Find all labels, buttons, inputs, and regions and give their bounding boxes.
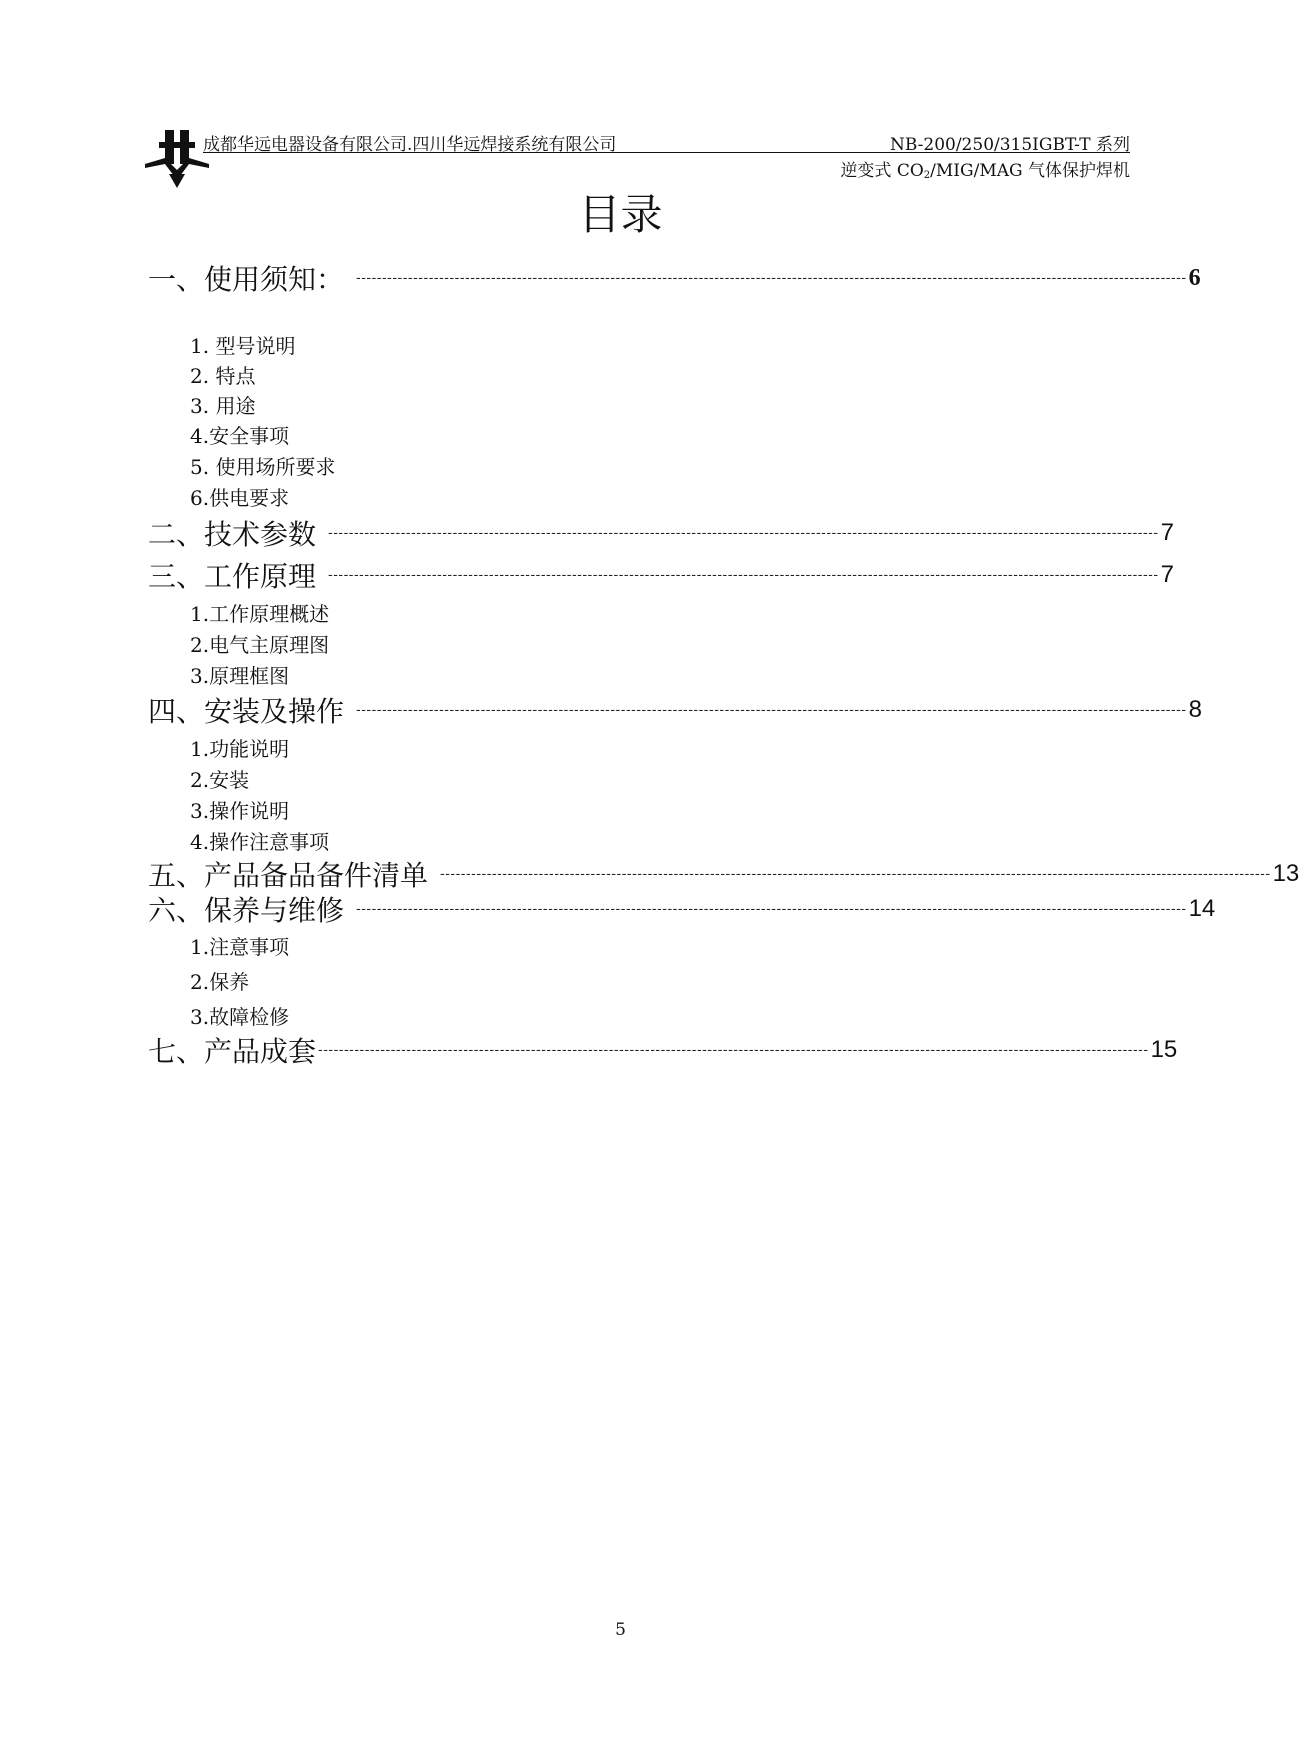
toc-subitem[interactable]: 2.保养 [190, 970, 250, 994]
dot-leader: ---------------------------------------------------------------------------------------------------------------------------------------------------------------- [440, 866, 1271, 882]
page-number: 5 [615, 1620, 626, 1640]
toc-entry-2[interactable] [148, 513, 1174, 553]
toc-entry-label: 二、技术参数 [148, 518, 317, 551]
toc-entry-label: 四、安装及操作 [148, 695, 345, 728]
toc-entry-page: 14 [1188, 895, 1216, 922]
toc-subitem[interactable]: 2.安装 [190, 768, 250, 792]
dot-leader: ---------------------------------------------------------------------------------------------------------------------------------------------------------------- [356, 702, 1187, 718]
dot-leader: ---------------------------------------------------------------------------------------------------------------------------------------------------------------- [356, 270, 1187, 286]
dot-leader: ---------------------------------------------------------------------------------------------------------------------------------------------------------------- [328, 567, 1159, 583]
toc-entry-4[interactable] [148, 690, 1202, 730]
dot-leader: ---------------------------------------------------------------------------------------------------------------------------------------------------------------- [328, 525, 1159, 541]
toc-subitem[interactable]: 3.操作说明 [190, 799, 290, 823]
product-series: NB-200/250/315IGBT-T 系列 [889, 135, 1130, 155]
toc-entry-label: 六、保养与维修 [148, 894, 345, 927]
toc-entry-1[interactable] [148, 258, 1201, 298]
toc-subitem[interactable]: 2.电气主原理图 [190, 633, 330, 657]
toc-subitem[interactable]: 4.操作注意事项 [190, 830, 330, 854]
toc-entry-7[interactable] [148, 1030, 1178, 1070]
toc-subitem[interactable]: 1.注意事项 [190, 935, 290, 959]
toc-entry-page: 8 [1188, 696, 1202, 723]
toc-entry-label: 七、产品成套 [148, 1035, 317, 1068]
company-name: 成都华远电器设备有限公司.四川华远焊接系统有限公司 [203, 135, 617, 155]
toc-subitem[interactable]: 3.故障检修 [190, 1005, 290, 1029]
toc-subitem[interactable]: 3. 用途 [190, 394, 256, 418]
page-title: 目录 [578, 190, 663, 239]
toc-subitem[interactable]: 6.供电要求 [190, 486, 290, 510]
toc-subitem[interactable]: 5. 使用场所要求 [190, 455, 336, 479]
toc-entry-label: 三、工作原理 [148, 560, 317, 593]
toc-subitem[interactable]: 4.安全事项 [190, 424, 290, 448]
toc-subitem[interactable]: 1.工作原理概述 [190, 602, 330, 626]
dot-leader: ---------------------------------------------------------------------------------------------------------------------------------------------------------------- [356, 901, 1187, 917]
toc-entry-label: 一、使用须知： [148, 263, 345, 296]
toc-subitem[interactable]: 2. 特点 [190, 364, 256, 388]
toc-entry-page: 7 [1160, 561, 1174, 588]
toc-entry-6[interactable] [148, 889, 1216, 929]
toc-subitem[interactable]: 3.原理框图 [190, 664, 290, 688]
toc-entry-5[interactable] [148, 854, 1299, 894]
toc-subitem[interactable]: 1.功能说明 [190, 737, 290, 761]
toc-entry-page: 15 [1150, 1036, 1178, 1063]
toc-entry-label: 五、产品备品备件清单 [148, 859, 429, 892]
toc-entry-page: 6 [1188, 264, 1201, 291]
dot-leader: ---------------------------------------------------------------------------------------------------------------------------------------------------------------- [318, 1042, 1149, 1058]
toc-subitem[interactable]: 1. 型号说明 [190, 334, 296, 358]
product-subtitle: 逆变式 $CO_2/MIG$/MAG 气体保护焊机 [840, 161, 1130, 181]
toc-entry-3[interactable] [148, 555, 1174, 595]
toc-entry-page: 13 [1272, 860, 1299, 887]
toc-entry-page: 7 [1160, 519, 1174, 546]
